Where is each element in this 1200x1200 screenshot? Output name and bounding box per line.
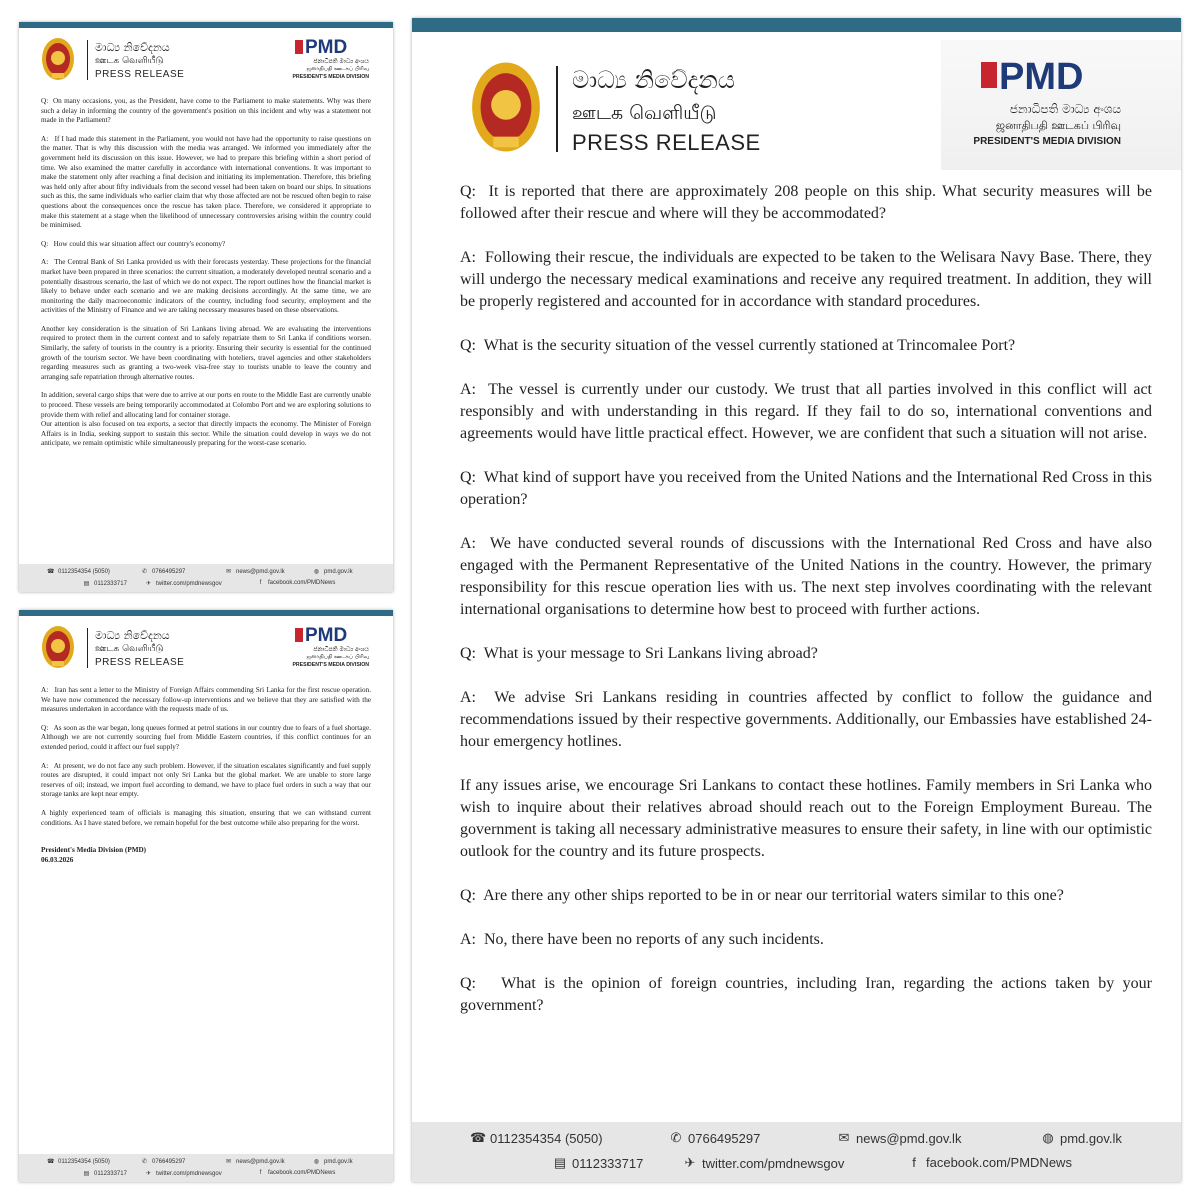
fax-icon: ▤ [83,581,90,587]
header-press-release: PRESS RELEASE [95,657,185,668]
pmd-english: PRESIDENT'S MEDIA DIVISION [292,662,369,668]
mobile-icon: ✆ [670,1130,682,1145]
footer-fax: ▤ 0112333717 [83,1170,127,1177]
header-sinhala-title: මාධ්‍ය නිවේදනය [95,629,170,642]
pmd-english: PRESIDENT'S MEDIA DIVISION [292,74,369,80]
footer-phone: ☎ 0112354354 (5050) [470,1130,603,1146]
sri-lanka-emblem-icon [470,58,542,156]
question-2: Q: How could this war situation affect our country's economy? [41,239,226,248]
pmd-sinhala: ජනාධිපති මාධ්‍ය අංශය [313,646,369,653]
pmd-wordmark: PMD [999,56,1084,98]
header-divider [87,40,88,80]
answer-1: A: If I had made this statement in the Parliament, you would not have had the opportunity to raise questions on the matter. That is why this discussion with the media was arranged. We informed you immediately after the government held its discussion on this issue. However, we had to prepare this briefing within a short period of time. We also examined the matter carefully in accordance with international conventions. It was important to make the statement only after reaching a final decision and initiating its implementation. Therefore, this briefing was held only after about fifty individuals from the second vessel had been taken on board our ships. In situations such as this, the same individuals who earlier claim that why those affected are not be rescued often begin to raise questions about the consequences once the rescue has taken place. Therefore, we considered it appropriate to make this statement at a stage when the likelihood of unnecessary controversies arising within the country could be minimised. [41,134,371,230]
footer-website[interactable]: ◍ pmd.gov.lk [313,568,353,575]
footer-mobile: ✆ 0766495297 [141,1158,186,1165]
sri-lanka-emblem-icon [41,37,75,81]
answer-4: A: We advise Sri Lankans residing in countries affected by conflict to follow the guidance and recommendations issued by their respective governments. Additionally, our Embassies have established 24-hour emergency hotlines. [460,689,1152,750]
twitter-icon: ✈ [145,1171,152,1177]
press-release-header [19,32,393,92]
header-divider [556,66,558,152]
footer-mobile: ✆ 0766495297 [141,568,186,575]
footer-fax: ▤ 0112333717 [553,1155,644,1171]
phone-icon: ☎ [47,1159,55,1165]
pmd-logo [951,52,1121,162]
question-1: Q: On many occasions, you, as the President, have come to the Parliament to make statements. Why was there such a delay in informing the country of the government's position on this incident and why was a statement not made in the Parliament? [41,97,371,125]
question-6: Q: What is the opinion of foreign countries, including Iran, regarding the actions taken by your government? [460,975,1152,1014]
question-2: Q: As soon as the war began, long queues formed at petrol stations in our country due to fears of a fuel shortage. Although we are not currently sourcing fuel from Middle Eastern countries, if this conflict continues for an extended period, could it affect our fuel supply? [41,723,371,751]
footer-email[interactable]: ✉ news@pmd.gov.lk [225,568,285,575]
top-color-bar [412,18,1181,32]
signature-block [41,846,371,865]
footer-website[interactable]: ◍ pmd.gov.lk [313,1158,353,1165]
top-color-bar [19,22,393,28]
paragraph-4: In addition, several cargo ships that were due to arrive at our ports en route to the Middle East are currently unable to proceed. These vessels are being temporarily accommodated at Colombo Port and we are exploring solutions to provide them with relief and allocating land for container storage. [41,391,371,419]
pmd-wordmark: PMD [305,37,348,58]
pmd-sinhala: ජනාධිපති මාධ්‍ය අංශය [313,58,369,65]
header-tamil-title: ஊடக வெளியீடு [572,102,717,124]
twitter-icon: ✈ [684,1155,696,1170]
page-2-footer [19,1154,393,1182]
mail-icon: ✉ [225,1159,232,1165]
answer-3: A: We have conducted several rounds of discussions with the International Red Cross and have also engaged with the Permanent Representative of the United Nations in the country. However, the primary responsibility for this rescue operation lies with us. The next step involves coordinating with the relevant international organisations to determine how best to proceed with further actions. [460,535,1152,618]
pmd-logo [269,624,369,674]
header-tamil-title: ஊடக வெளியீடு [95,644,164,654]
footer-facebook[interactable]: f facebook.com/PMDNews [257,1170,335,1176]
footer-twitter[interactable]: ✈ twitter.com/pmdnewsgov [682,1155,844,1171]
facebook-icon: f [912,1155,916,1170]
question-5: Q: Are there any other ships reported to be in or near our territorial waters similar to this one? [460,887,1064,904]
pmd-tamil: ஜனாதிபதி ஊடகப் பிரிவு [306,654,369,660]
header-sinhala-title: මාධ්‍ය නිවේදනය [572,66,735,94]
pmd-square-icon [981,62,997,88]
answer-5: A: No, there have been no reports of any such incidents. [460,931,824,948]
footer-website[interactable]: ◍ pmd.gov.lk [1040,1130,1122,1146]
paragraph-5: If any issues arise, we encourage Sri Lankans to contact these hotlines. Family members in Sri Lanka who wish to inquire about their relatives abroad should reach out to the Foreign Employment Bureau. The government is taking all necessary administrative measures to ensure their safety, in line with our optimistic outlook for the country and its future prospects. [460,777,1152,860]
fax-icon: ▤ [553,1155,567,1170]
signature: President's Media Division (PMD) [41,846,147,855]
paragraph-5: Our attention is also focused on tea exports, a sector that directly impacts the economy. The Minister of Foreign Affairs is in India, seeking support to sustain this sector. While the situation could develop in ways we do not anticipate, we remain optimistic while simultaneously preparing for the worst-case scenario. [41,420,371,448]
press-release-page-2 [19,610,393,1182]
answer-1: A: Following their rescue, the individuals are expected to be taken to the Welisara Navy Base. There, they will undergo the necessary medical examinations and receive any required treatment. In addition, they will be properly registered and accounted for in accordance with standard procedures. [460,249,1153,310]
footer-email[interactable]: ✉ news@pmd.gov.lk [225,1158,285,1165]
release-date: 06.03.2026 [41,855,74,864]
globe-icon: ◍ [313,1159,320,1165]
header-press-release: PRESS RELEASE [572,130,761,155]
header-sinhala-title: මාධ්‍ය නිවේදනය [95,41,170,54]
paragraph-3: Another key consideration is the situation of Sri Lankans living abroad. We are evaluating the interventions required to protect them in the current context and to safely repatriate them to Sri Lanka if conditions worsen. Similarly, the safety of tourists in the country is a priority. Ensuring their security is essential for the continued growth of the tourism sector. We have been coordinating with hoteliers, travel agencies and other stakeholders regarding measures such as granting a two-week visa-free stay to tourists unable to leave the country and arranging safe repatriation through alternative routes. [41,324,371,381]
question-3: Q: What kind of support have you received from the United Nations and the International Red Cross in this operation? [460,469,1153,508]
phone-icon: ☎ [470,1130,487,1145]
press-release-header [19,620,393,680]
footer-twitter[interactable]: ✈ twitter.com/pmdnewsgov [145,580,222,587]
footer-mobile: ✆ 0766495297 [668,1130,760,1146]
facebook-icon: f [259,1170,262,1176]
top-color-bar [19,610,393,616]
answer-2: A: At present, we do not face any such problem. However, if the situation escalates significantly and fuel supply routes are disrupted, it could impact not only Sri Lanka but the global market. We are unable to store large reserves of oil; instead, we import fuel according to demand, we have to place fuel orders in such a way that our storage tanks are kept near empty. [41,761,371,799]
globe-icon: ◍ [1042,1130,1054,1145]
press-release-page-3 [412,18,1181,1182]
question-4: Q: What is your message to Sri Lankans living abroad? [460,645,818,662]
press-release-header [412,40,1181,180]
page-1-footer [19,564,393,592]
press-release-page-1 [19,22,393,592]
globe-icon: ◍ [313,569,320,575]
question-2: Q: What is the security situation of the vessel currently stationed at Trincomalee Port? [460,337,1016,354]
footer-twitter[interactable]: ✈ twitter.com/pmdnewsgov [145,1170,222,1177]
header-press-release: PRESS RELEASE [95,69,185,80]
page-3-footer [412,1122,1181,1182]
footer-fax: ▤ 0112333717 [83,580,127,587]
pmd-square-icon [295,628,303,642]
mobile-icon: ✆ [141,1159,148,1165]
pmd-logo [269,36,369,86]
phone-icon: ☎ [47,569,55,575]
header-tamil-title: ஊடக வெளியீடு [95,56,164,66]
facebook-icon: f [259,580,262,586]
header-divider [87,628,88,668]
footer-phone: ☎ 0112354354 (5050) [47,1158,110,1165]
sri-lanka-emblem-icon [41,625,75,669]
pmd-square-icon [295,40,303,54]
paragraph-3: A highly experienced team of officials is managing this situation, ensuring that we can withstand current conditions. As I have stated before, we remain hopeful for the best outcome while also preparing for the worst. [41,808,371,827]
footer-phone: ☎ 0112354354 (5050) [47,568,110,575]
page-2-body [41,686,371,865]
question-1: Q: It is reported that there are approximately 208 people on this ship. What security measures will be followed after their rescue and where will they be accommodated? [460,183,1153,222]
footer-facebook[interactable]: f facebook.com/PMDNews [906,1155,1072,1170]
pmd-english: PRESIDENT'S MEDIA DIVISION [973,136,1121,147]
page-1-body [41,97,371,458]
answer-1: A: Iran has sent a letter to the Ministry of Foreign Affairs commending Sri Lanka for the first rescue operation. We have now commenced the necessary follow-up interventions and we believe that they are satisfied with the measures undertaken in accordance with the requests made of us. [41,686,371,714]
mobile-icon: ✆ [141,569,148,575]
pmd-tamil: ஜனாதிபதி ஊடகப் பிரிவு [995,119,1121,132]
mail-icon: ✉ [225,569,232,575]
answer-2: A: The vessel is currently under our custody. We trust that all parties involved in this conflict will act responsibly and with understanding in this regard. If they fail to do so, international conventions and agreements would have little practical effect. However, we are confident that such a situation will not arise. [460,381,1152,442]
twitter-icon: ✈ [145,581,152,587]
answer-2: A: The Central Bank of Sri Lanka provided us with their forecasts yesterday. These projections for the financial market have been prepared in three scenarios: the current situation, a moderately developed neutral scenario and a potentially disastrous scenario, the last of which we do not expect. The report outlines how the financial market is likely to behave under each scenario and we are making decisions accordingly. At the same time, we are monitoring the daily macroeconomic indicators of the country, including food security, employment and the activities of the Ministry of Finance and we are taking necessary measures based on these observations. [41,258,371,315]
page-3-body [460,181,1152,1039]
footer-facebook[interactable]: f facebook.com/PMDNews [257,580,335,586]
mail-icon: ✉ [838,1130,850,1145]
fax-icon: ▤ [83,1171,90,1177]
pmd-tamil: ஜனாதிபதி ஊடகப் பிரிவு [306,66,369,72]
pmd-wordmark: PMD [305,625,348,646]
footer-email[interactable]: ✉ news@pmd.gov.lk [836,1130,961,1146]
pmd-sinhala: ජනාධිපති මාධ්‍ය අංශය [1009,102,1121,116]
